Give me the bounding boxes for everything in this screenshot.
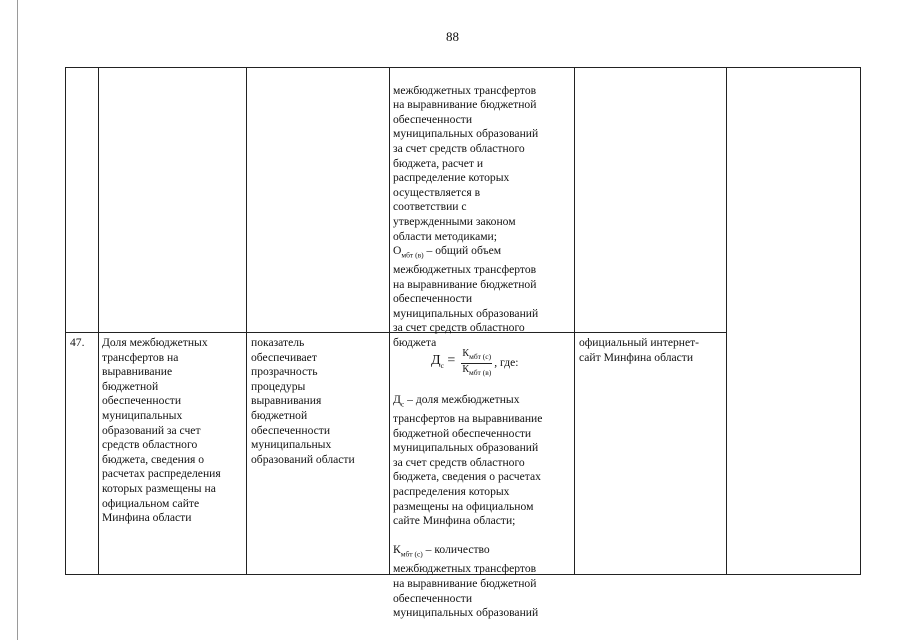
formula-suffix: , где: — [494, 356, 519, 370]
formula-fraction — [461, 348, 492, 379]
formula-denominator: $К_{мбт (в)}$ — [462, 364, 492, 378]
column-divider — [389, 68, 390, 574]
methodology-continuation-text: межбюджетных трансфертов на выравнивание бюджетной обеспеченности муниципальных образований за счет средств областного бюджета, расчет и распределение которых осуществляется в соответствии с утвержденными законом области методиками; — [393, 83, 539, 243]
column-divider — [246, 68, 247, 574]
indicator-description: показатель обеспечивает прозрачность процедуры выравнивания бюджетной обеспеченности муниципальных образований области — [251, 336, 355, 466]
scan-edge-line — [17, 0, 18, 640]
data-source: официальный интернет- сайт Минфина области — [579, 336, 700, 364]
column-divider — [574, 68, 575, 574]
column-divider — [98, 68, 99, 574]
formula — [393, 349, 573, 379]
calculation-method-cell — [393, 334, 573, 620]
variable-definition: – общий объем межбюджетных трансфертов на выравнивание бюджетной обеспеченности муниципальных образований за счет средств областного бюджета — [393, 244, 539, 349]
row-number: 47. — [70, 336, 85, 349]
variable-subscript: мбт (в) — [401, 250, 424, 260]
definition-share: $Д_с$ – доля межбюджетных трансфертов на выравнивание бюджетной обеспеченности муниципальных образований за счет средств областного бюджета, сведения о расчетах распределения которых размещены на официальном сайте Минфина области; — [393, 393, 543, 528]
indicator-name: Доля межбюджетных трансфертов на выравнивание бюджетной обеспеченности муниципальных образований за счет средств областного бюджета, сведения о расчетах распределения которых размещены на официальном сайте Минфина области — [102, 336, 221, 525]
formula-lhs: $Д_с$ = — [431, 352, 456, 370]
variable-symbol: О — [393, 244, 402, 258]
page-number: 88 — [446, 29, 459, 44]
definition-count: $К_{мбт (с)}$ – количество межбюджетных трансфертов на выравнивание бюджетной обеспеченности муниципальных образований — [393, 543, 539, 620]
column-divider — [726, 68, 727, 574]
formula-numerator: $К_{мбт (с)}$ — [461, 348, 492, 364]
indicators-table — [65, 67, 861, 620]
methodology-continuation-cell — [393, 69, 573, 349]
